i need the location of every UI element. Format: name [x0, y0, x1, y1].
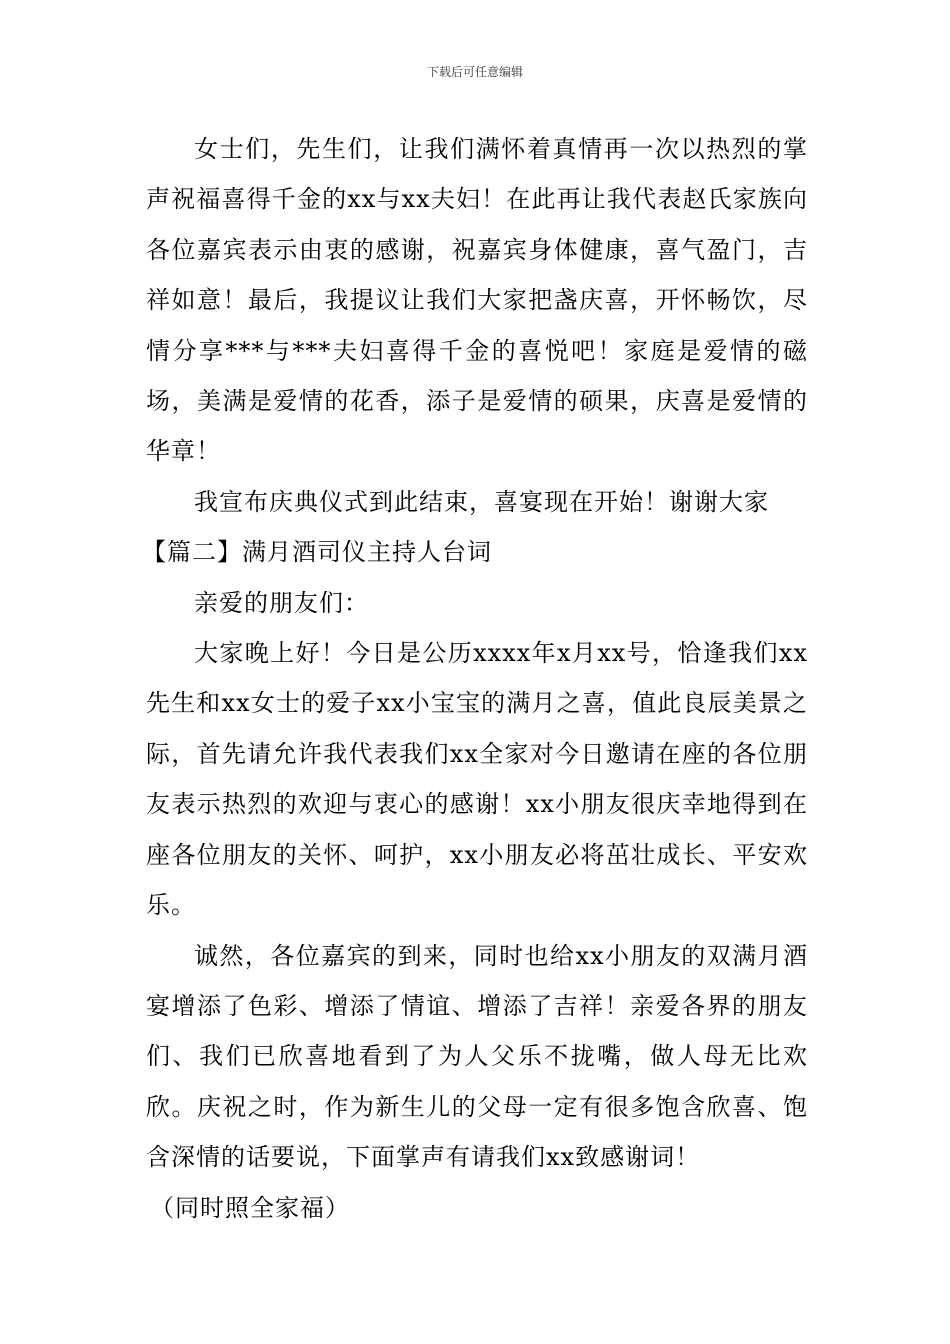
document-body: [142, 124, 808, 1233]
opening-paragraph: 大家晚上好！今日是公历xxxx年x月xx号，恰逢我们xx先生和xx女士的爱子xx小宝宝的满月之喜，值此良辰美景之际，首先请允许我代表我们xx全家对今日邀请在座的各位朋友表示热烈的欢迎与衷心的感谢！xx小朋友很庆幸地得到在座各位朋友的关怀、呵护，xx小朋友必将茁壮成长、平安欢乐。: [146, 639, 808, 920]
closing-paragraph: 女士们，先生们，让我们满怀着真情再一次以热烈的掌声祝福喜得千金的xx与xx夫妇！在此再让我代表赵氏家族向各位嘉宾表示由衷的感谢，祝嘉宾身体健康，喜气盈门，吉祥如意！最后，我提议让我们大家把盏庆喜，开怀畅饮，尽情分享***与***夫妇喜得千金的喜悦吧！家庭是爱情的磁场，美满是爱情的花香，添子是爱情的硕果，庆喜是爱情的华章！: [146, 135, 808, 466]
greeting-line: 亲爱的朋友们：: [194, 588, 369, 617]
ceremony-end-paragraph: 我宣布庆典仪式到此结束，喜宴现在开始！谢谢大家: [194, 487, 769, 516]
page-header-note: 下载后可任意编辑: [426, 65, 523, 79]
guests-paragraph: 诚然，各位嘉宾的到来，同时也给xx小朋友的双满月酒宴增添了色彩、增添了情谊、增添了吉祥！亲爱各界的朋友们、我们已欣喜地看到了为人父乐不拢嘴，做人母无比欢欣。庆祝之时，作为新生儿的父母一定有很多饱含欣喜、饱含深情的话要说，下面掌声有请我们xx致感谢词！: [146, 941, 808, 1172]
family-photo-note: （同时照全家福）: [150, 1193, 350, 1222]
section-title: 【篇二】满月酒司仪主持人台词: [142, 538, 492, 567]
